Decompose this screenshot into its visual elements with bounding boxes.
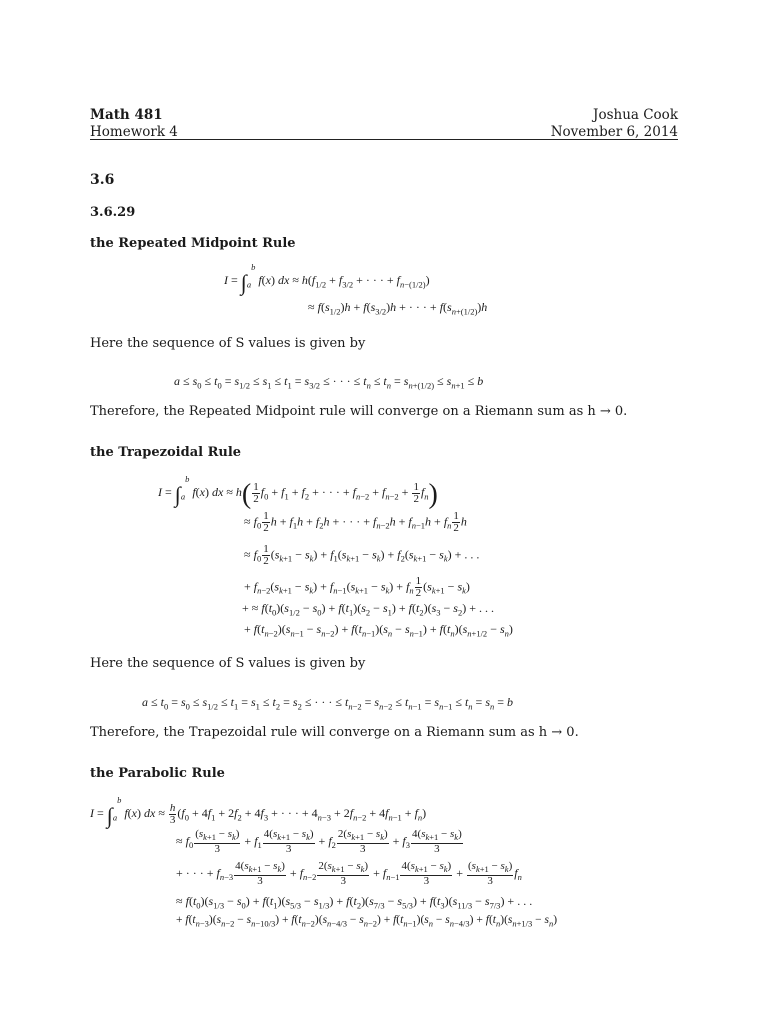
parabolic-title: the Parabolic Rule xyxy=(90,766,225,781)
date: November 6, 2014 xyxy=(550,124,678,140)
parabolic-eq-1: $I = \int_a^b$ f(x) dx ≈ $\frac{h}{3}$ ($f_0 + 4f_1 + 2f_2 + 4f_3$ + · · · + $4_{n-3} + 2f_{n-2} + 4f_{n-1} + f_n$) xyxy=(90,795,427,828)
section-heading: 3.6 xyxy=(90,172,115,188)
trapezoidal-eq-1: $I = \int_a^b$ f(x) dx ≈ h( $\frac{1}{2}$ $f_0 + f_1 + f_2$ + · · · + $f_{n-2} + f_{n-2}$ + $\frac{1}{2}$ $f_n$) xyxy=(158,474,438,510)
author-name: Joshua Cook xyxy=(593,107,678,123)
trapezoidal-title: the Trapezoidal Rule xyxy=(90,445,242,460)
midpoint-title: the Repeated Midpoint Rule xyxy=(90,236,296,251)
midpoint-conclusion: Therefore, the Repeated Midpoint rule will converge on a Riemann sum as h → 0. xyxy=(90,404,628,419)
trapezoidal-eq-6: + $f(t_{n-2})(s_{n-1} - s_{n-2}) + f(t_{n-1})(s_n - s_{n-1}) + f(t_n)(s_{n+1/2} - s_n)$ xyxy=(244,622,513,639)
subsection-heading: 3.6.29 xyxy=(90,205,136,220)
header-right xyxy=(551,107,678,141)
trapezoidal-eq-4: + $f_{n-2}(s_{k+1} - s_k) + f_{n-1}(s_{k+1} - s_k) + f_n$ $\frac{1}{2}$ $(s_{k+1} - s_k)$ xyxy=(244,575,470,599)
midpoint-eq-1: $I = \int_a^b$ f(x) dx ≈ $h(f_{1/2} + f_{3/2}$ + · · · + $f_{n-(1/2)}$) xyxy=(224,262,430,295)
trapezoidal-conclusion: Therefore, the Trapezoidal rule will converge on a Riemann sum as h → 0. xyxy=(90,725,579,740)
parabolic-eq-4: ≈ $f(t_0)(s_{1/3} - s_0) + f(t_1)(s_{5/3} - s_{1/3}) + f(t_2)(s_{7/3} - s_{5/3}) + f(t_3)(s_{11/3} - s_{7/3})$ + . . . xyxy=(176,894,533,911)
parabolic-eq-2: ≈ $f_0$ $\frac{(s_{k+1} - s_k)}{3}$ + $f_1$ $\frac{4(s_{k+1} - s_k)}{3}$ + $f_2$ $\frac{2(s_{k+1} - s_k)}{3}$ + $f_3$ $\frac{4(s_{k+1} - s_k)}{3}$ xyxy=(176,828,462,856)
midpoint-s-intro: Here the sequence of S values is given by xyxy=(90,336,366,351)
header-rule xyxy=(90,139,678,140)
midpoint-eq-2: ≈ $f(s_{1/2})h + f(s_{3/2})h$ + · · · + $f(s_{n+(1/2)})h$ xyxy=(308,300,488,317)
trapezoidal-s-intro: Here the sequence of S values is given by xyxy=(90,656,366,671)
trapezoidal-eq-3: ≈ $f_0$ $\frac{1}{2}$ $(s_{k+1} - s_k) + f_1(s_{k+1} - s_k) + f_2(s_{k+1} - s_k)$ + . . . xyxy=(244,543,480,567)
trapezoidal-s-sequence: $a \le t_0 = s_0 \le s_{1/2} \le t_1 = s_1 \le t_2 = s_2$ ≤ · · · ≤ $t_{n-2} = s_{n-2} \le t_{n-1} = s_{n-1} \le t_n = s_n = b$ xyxy=(142,695,514,712)
parabolic-eq-3: + · · · + $f_{n-3}$ $\frac{4(s_{k+1} - s_k)}{3}$ + $f_{n-2}$ $\frac{2(s_{k+1} - s_k)}{3}$ + $f_{n-1}$ $\frac{4(s_{k+1} - s_k)}{3}$ + $\frac{(s_{k+1} - s_k)}{3}$ $f_n$ xyxy=(176,860,522,888)
assignment-title: Homework 4 xyxy=(90,124,178,140)
trapezoidal-eq-2: ≈ $f_0$ $\frac{1}{2}$ $h + f_1h + f_2h$ + · · · + $f_{n-2}h + f_{n-1}h + f_n$ $\frac{1}{2}$ h xyxy=(244,510,467,534)
trapezoidal-eq-5: + ≈ $f(t_0)(s_{1/2} - s_0) + f(t_1)(s_2 - s_1) + f(t_2)(s_3 - s_2)$ + . . . xyxy=(242,601,494,618)
midpoint-s-sequence: $a \le s_0 \le t_0 = s_{1/2} \le s_1 \le t_1 = s_{3/2}$ ≤ · · · ≤ $t_n \le t_n = s_{n+(1/2)} \le s_{n+1} \le b$ xyxy=(174,374,484,391)
header-left xyxy=(90,107,178,141)
course-title: Math 481 xyxy=(90,107,163,123)
parabolic-eq-5: + $f(t_{n-3})(s_{n-2} - s_{n-10/3}) + f(t_{n-2})(s_{n-4/3} - s_{n-2}) + f(t_{n-1})(s_n - s_{n-4/3}) + f(t_n)(s_{n+1/3} - s_n)$ xyxy=(176,914,558,929)
